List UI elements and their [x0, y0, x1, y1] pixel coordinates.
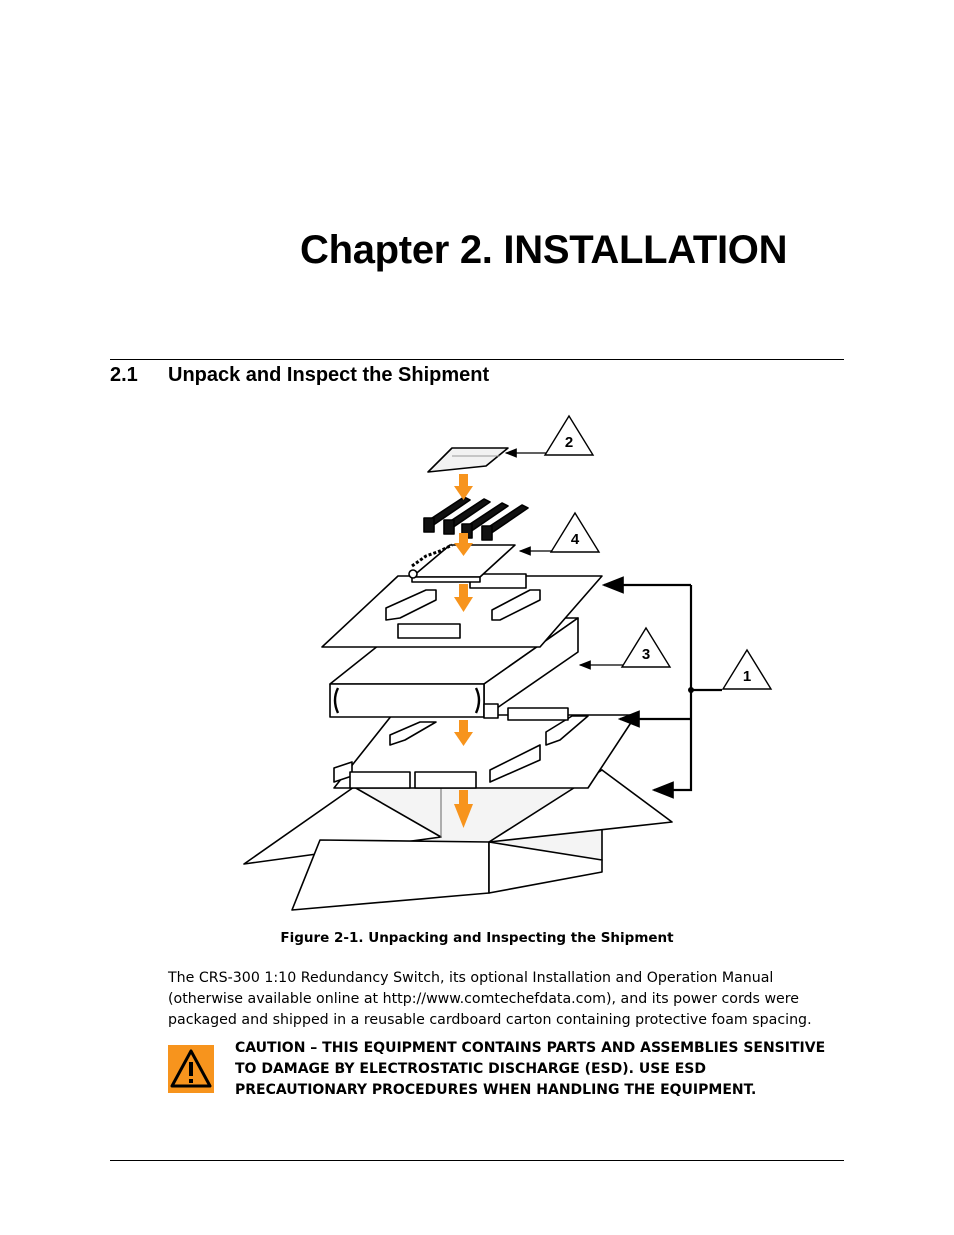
caution-text: CAUTION – THIS EQUIPMENT CONTAINS PARTS AND ASSEMBLIES SENSITIVE TO DAMAGE BY ELECTROSTATIC DISCHARGE (ESD). USE ESD PRECAUTIONARY PROCEDURES WHEN HANDLING THE EQUIPMENT. — [235, 1040, 826, 1098]
section-rule — [110, 359, 844, 360]
chapter-title: Chapter 2. INSTALLATION — [300, 228, 788, 272]
section-number: 2.1 — [110, 364, 138, 386]
power-cords — [424, 497, 528, 540]
section-heading — [110, 362, 844, 388]
section-title: Unpack and Inspect the Shipment — [168, 364, 490, 386]
body-paragraph: The CRS-300 1:10 Redundancy Switch, its optional Installation and Operation Manual (otherwise available online at http://www.comtechefdata.com), and its power cords were packaged and shipped in a reusable cardboard carton containing protective foam spacing. — [168, 970, 812, 1028]
warning-triangle-icon — [168, 1045, 214, 1093]
packing-sheet — [428, 448, 508, 472]
callout-connectors — [604, 585, 722, 790]
callout-label-2: 2 — [564, 434, 574, 451]
callout-label-4: 4 — [570, 531, 580, 548]
callout-label-3: 3 — [641, 646, 651, 663]
callout-label-1: 1 — [742, 668, 752, 685]
footer-rule — [110, 1160, 844, 1161]
down-arrow-icon — [454, 474, 473, 500]
lower-foam-tray — [334, 708, 636, 788]
figure-caption: Figure 2-1. Unpacking and Inspecting the Shipment — [280, 930, 674, 946]
carton-box — [244, 770, 672, 910]
unpacking-figure — [236, 410, 776, 915]
